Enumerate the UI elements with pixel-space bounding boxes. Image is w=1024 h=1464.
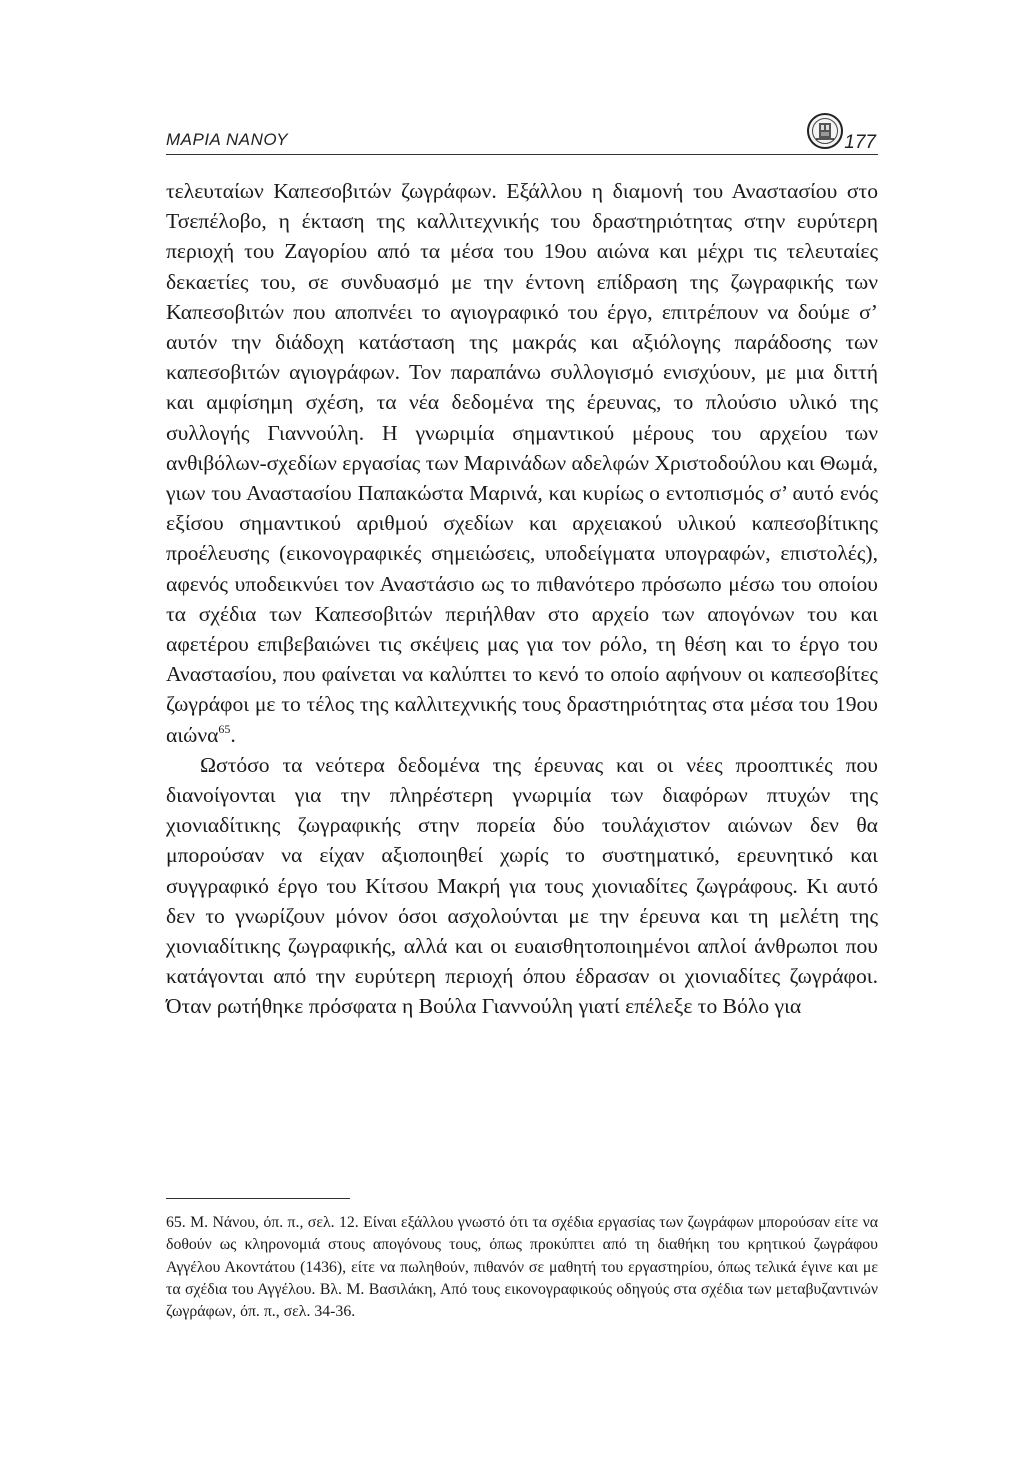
publisher-seal-icon xyxy=(806,112,844,150)
footnote-separator xyxy=(166,1198,350,1199)
body-text xyxy=(166,176,878,1022)
footnote: 65. Μ. Νάνου, όπ. π., σελ. 12. Είναι εξάλλου γνωστό ότι τα σχέδια εργασίας των ζωγράφων μπορούσαν είτε να δοθούν ως κληρονομιά στους απογόνους τους, όπως προκύπτει από τη διαθήκη του κρητικού ζωγράφου Αγγέλου Ακοντάτου (1436), είτε να πωληθούν, πιθανόν σε μαθητή του εργαστηρίου, όπως τελικά έγινε και με τα σχέδια του Αγγέλου. Βλ. Μ. Βασιλάκη, Από τους εικονογραφικούς οδηγούς στα σχέδια των μεταβυζαντινών ζωγράφων, όπ. π., σελ. 34-36. xyxy=(166,1214,878,1321)
footnote-reference[interactable]: 65 xyxy=(218,721,231,736)
page-number: 177 xyxy=(844,132,876,153)
paragraph-text: τελευταίων Καπεσοβιτών ζωγράφων. Εξάλλου η διαμονή του Αναστασίου στο Τσεπέλοβο, η έκταση της καλλιτεχνικής του δραστηριότητας στην ευρύτερη περιοχή του Ζαγορίου από τα μέσα του 19ου αιώνα και μέχρι τις τελευταίες δεκαετίες του, σε συνδυασμό με την έντονη επίδραση της ζωγραφικής των Καπεσοβιτών που αποπνέει το αγιογραφικό του έργο, επιτρέπουν να δούμε σ’ αυτόν την διάδοχη κατάσταση της μακράς και αξιόλογης παράδοσης των καπεσοβιτών αγιογράφων. Τον παραπάνω συλλογισμό ενισχύουν, με μια διττή και αμφίσημη σχέση, τα νέα δεδομένα της έρευνας, το πλούσιο υλικό της συλλογής Γιαννούλη. Η γνωριμία σημαντικού μέρους του αρχείου των ανθιβόλων-σχεδίων εργασίας των Μαρινάδων αδελφών Χριστοδούλου και Θωμά, γιων του Αναστασίου Παπακώστα Μαρινά, και κυρίως ο εντοπισμός σ’ αυτό ενός εξίσου σημαντικού αριθμού σχεδίων και αρχειακού υλικού καπεσοβίτικης προέλευσης (εικονογραφικές σημειώσεις, υποδείγματα υπογραφών, επιστολές), αφενός υποδεικνύει τον Αναστάσιο ως το πιθανότερο πρόσωπο μέσω του οποίου τα σχέδια των Καπεσοβιτών περιήλθαν στο αρχείο των απογόνων του και αφετέρου επιβεβαιώνει τις σκέψεις μας για τον ρόλο, τη θέση και το έργο του Αναστασίου, που φαίνεται να καλύπτει το κενό το οποίο αφήνουν οι καπεσοβίτες ζωγράφοι με το τέλος της καλλιτεχνικής τους δραστηριότητας στα μέσα του 19ου αιώνα xyxy=(166,179,878,747)
paragraph: Ωστόσο τα νεότερα δεδομένα της έρευνας και οι νέες προοπτικές που διανοίγονται για την πληρέστερη γνωριμία των διαφόρων πτυχών της χιονιαδίτικης ζωγραφικής στην πορεία δύο τουλάχιστον αιώνων δεν θα μπορούσαν να είχαν αξιοποιηθεί χωρίς το συστηματικό, ερευνητικό και συγγραφικό έργο του Κίτσου Μακρή για τους χιονιαδίτες ζωγράφους. Κι αυτό δεν το γνωρίζουν μόνον όσοι ασχολούνται με την έρευνα και τη μελέτη της χιονιαδίτικης ζωγραφικής, αλλά και οι ευαισθητοποιημένοι απλοί άνθρωποι που κατάγονται από την ευρύτερη περιοχή όπου έδρασαν οι χιονιαδίτες ζωγράφοι. Όταν ρωτήθηκε πρόσφατα η Βούλα Γιαννούλη γιατί επέλεξε το Βόλο για xyxy=(166,752,878,1019)
header-rule xyxy=(166,154,878,155)
running-head: ΜΑΡΙΑ ΝΑΝΟΥ xyxy=(166,130,289,149)
paragraph-end: . xyxy=(230,722,236,747)
paragraph xyxy=(166,176,878,750)
footnotes xyxy=(166,1212,878,1323)
page-header xyxy=(166,128,878,160)
